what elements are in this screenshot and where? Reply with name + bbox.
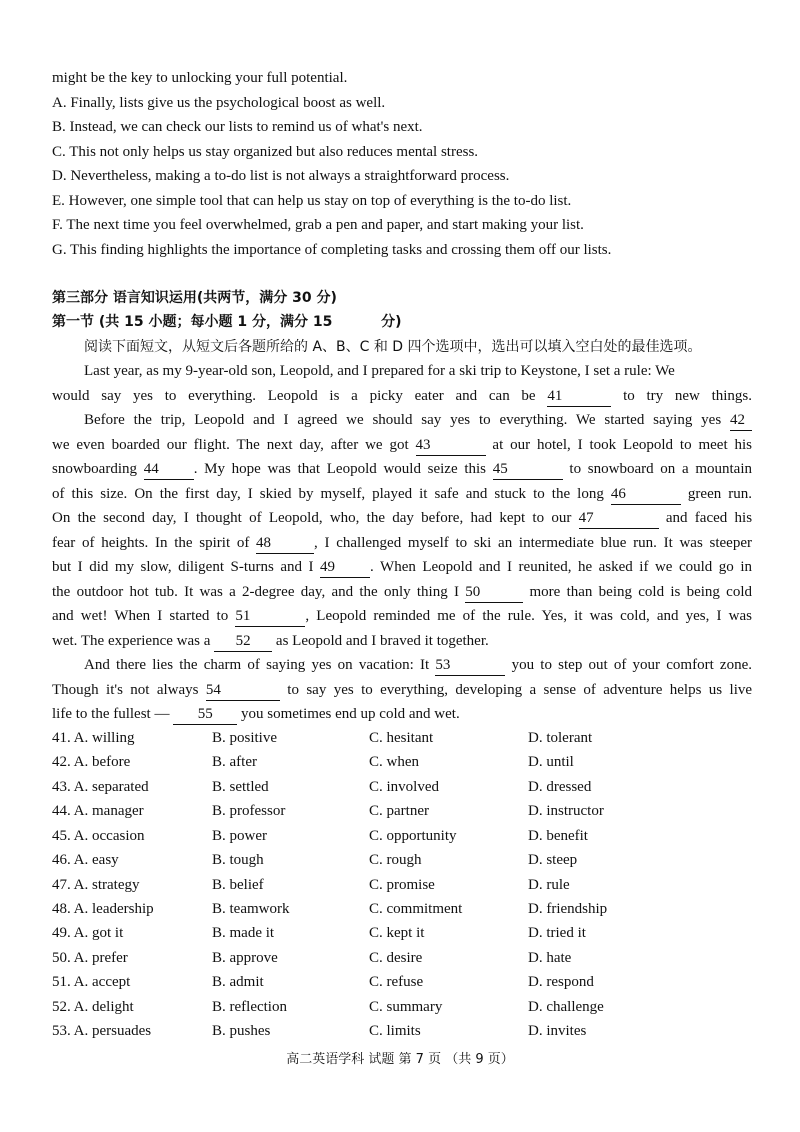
blank-44: 44	[144, 459, 194, 480]
option-f: F. The next time you feel overwhelmed, grab a pen and paper, and start making your list.	[52, 217, 584, 233]
option-e: E. However, one simple tool that can help us stay on top of everything is the to-do list.	[52, 193, 572, 209]
option-d: D. Nevertheless, making a to-do list is not always a straightforward process.	[52, 168, 510, 184]
passage-line: fear of heights. In the spirit of 48 , I challenged myself to ski an intermediate blue run. It was steeper	[52, 533, 752, 554]
choice-row: 49. A. got it B. made it C. kept it D. tried it	[52, 925, 586, 941]
blank-45: 45	[493, 459, 563, 480]
blank-41: 41	[547, 386, 611, 407]
instruction: 阅读下面短文，从短文后各题所给的 A、B、C 和 D 四个选项中，选出可以填入空白处的最佳选项。	[84, 339, 702, 355]
passage-line: of this size. On the first day, I skied by myself, played it safe and stuck to the long 46 green run.	[52, 484, 752, 505]
option-c: C. This not only helps us stay organized but also reduces mental stress.	[52, 144, 479, 160]
option-g: G. This finding highlights the importance of completing tasks and crossing them off our lists.	[52, 242, 612, 258]
blank-46: 46	[611, 484, 681, 505]
blank-54: 54	[206, 680, 280, 701]
passage-line: wet. The experience was a 52 as Leopold and I braved it together.	[52, 631, 752, 652]
choice-row: 44. A. manager B. professor C. partner D. instructor	[52, 803, 604, 819]
option-a: A. Finally, lists give us the psychological boost as well.	[52, 95, 386, 111]
blank-43: 43	[416, 435, 486, 456]
passage-line: snowboarding 44 . My hope was that Leopold would seize this 45 to snowboard on a mountain	[52, 459, 752, 480]
passage-line: Though it's not always 54 to say yes to everything, developing a sense of adventure helps us live	[52, 680, 752, 701]
choice-row: 53. A. persuades B. pushes C. limits D. invites	[52, 1023, 587, 1039]
passage-line: Before the trip, Leopold and I agreed we should say yes to everything. We started saying yes 42	[84, 410, 752, 431]
choice-row: 52. A. delight B. reflection C. summary D. challenge	[52, 999, 604, 1015]
section-heading: 第一节 (共 15 小题；每小题 1 分，满分 15 分)	[52, 314, 402, 330]
blank-51: 51	[235, 606, 305, 627]
blank-42: 42	[730, 410, 752, 431]
page-footer: 高二英语学科 试题 第 7 页 （共 9 页）	[286, 1052, 514, 1067]
choice-row: 51. A. accept B. admit C. refuse D. respond	[52, 974, 594, 990]
passage-line: and wet! When I started to 51 , Leopold reminded me of the rule. Yes, it was cold, and yes, I was	[52, 606, 752, 627]
passage-line: would say yes to everything. Leopold is a picky eater and can be 41 to try new things.	[52, 386, 752, 407]
part-heading: 第三部分 语言知识运用(共两节，满分 30 分)	[52, 290, 337, 306]
option-b: B. Instead, we can check our lists to remind us of what's next.	[52, 119, 423, 135]
passage-line: the outdoor hot tub. It was a 2-degree day, and the only thing I 50 more than being cold is being cold	[52, 582, 752, 603]
choice-row: 42. A. before B. after C. when D. until	[52, 754, 574, 770]
passage-line: we even boarded our flight. The next day, after we got 43 at our hotel, I took Leopold to meet his	[52, 435, 752, 456]
blank-50: 50	[465, 582, 523, 603]
passage-line: Last year, as my 9-year-old son, Leopold, and I prepared for a ski trip to Keystone, I set a rule: We	[84, 363, 675, 379]
choice-row: 45. A. occasion B. power C. opportunity D. benefit	[52, 828, 588, 844]
blank-53: 53	[435, 655, 505, 676]
passage-line: life to the fullest — 55 you sometimes end up cold and wet.	[52, 704, 752, 725]
blank-47: 47	[579, 508, 659, 529]
choice-row: 43. A. separated B. settled C. involved D. dressed	[52, 779, 592, 795]
choice-row: 50. A. prefer B. approve C. desire D. hate	[52, 950, 572, 966]
passage-continuation: might be the key to unlocking your full potential.	[52, 70, 348, 86]
passage-line: but I did my slow, diligent S-turns and I 49 . When Leopold and I reunited, he asked if we could go in	[52, 557, 752, 578]
blank-55: 55	[173, 704, 237, 725]
choice-row: 48. A. leadership B. teamwork C. commitment D. friendship	[52, 901, 608, 917]
passage-line: On the second day, I thought of Leopold, who, the day before, had kept to our 47 and faced his	[52, 508, 752, 529]
passage-line: And there lies the charm of saying yes on vacation: It 53 you to step out of your comfort zone.	[84, 655, 752, 676]
blank-48: 48	[256, 533, 314, 554]
choice-row: 41. A. willing B. positive C. hesitant D. tolerant	[52, 730, 593, 746]
choice-row: 46. A. easy B. tough C. rough D. steep	[52, 852, 578, 868]
blank-49: 49	[320, 557, 370, 578]
choice-row: 47. A. strategy B. belief C. promise D. rule	[52, 877, 570, 893]
blank-52: 52	[214, 631, 272, 652]
